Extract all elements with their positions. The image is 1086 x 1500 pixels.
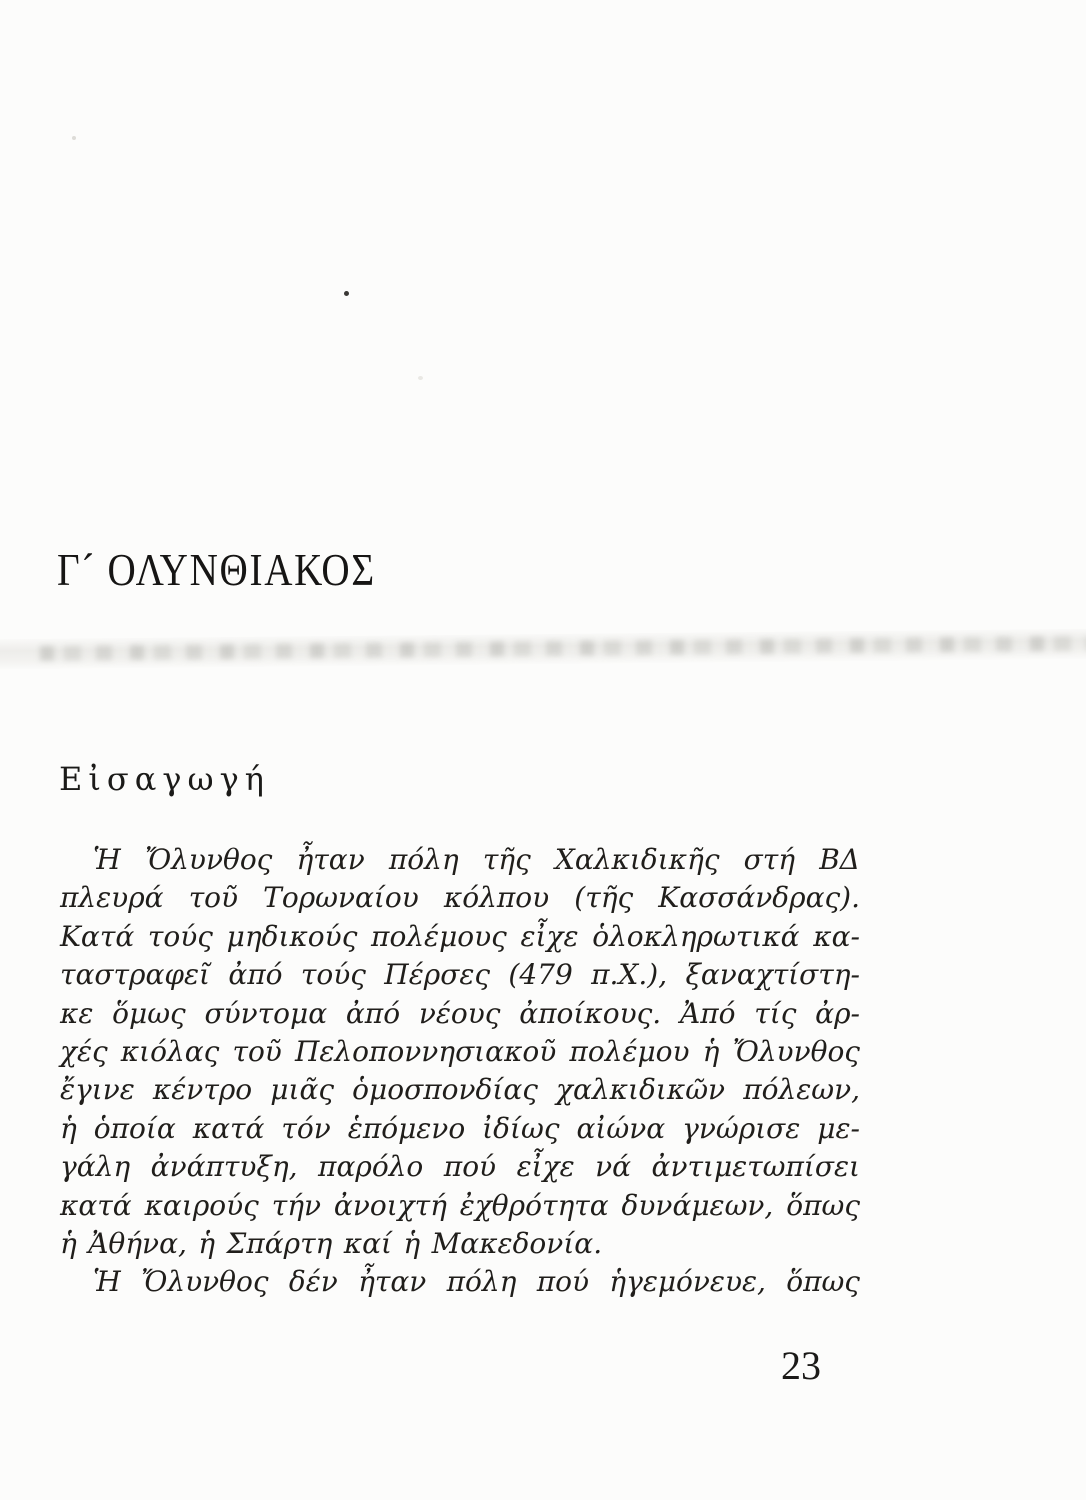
body-text-line: ταστραφεῖ ἀπό τούς Πέρσες (479 π.Χ.), ξαναχτίστη- (60, 958, 860, 992)
body-text-line: Κατά τούς μηδικούς πολέμους εἶχε ὁλοκληρωτικά κα- (60, 919, 860, 953)
body-text-line: κατά καιρούς τήν ἀνοιχτή ἐχθρότητα δυνάμεων, ὅπως (60, 1188, 860, 1222)
scan-artifact-dot (72, 136, 76, 140)
body-text-line: γάλη ἀνάπτυξη, παρόλο πού εἶχε νά ἀντιμετωπίσει (60, 1150, 860, 1184)
body-text-line: κε ὅμως σύντομα ἀπό νέους ἀποίκους. Ἀπό τίς ἀρ- (60, 996, 860, 1030)
scan-artifact-dot (418, 376, 423, 380)
show-through-smudge-band (0, 629, 1086, 670)
body-text-line: χές κιόλας τοῦ Πελοποννησιακοῦ πολέμου ἡ Ὄλυνθος (60, 1034, 860, 1068)
body-text-line: ἡ ὁποία κατά τόν ἑπόμενο ἰδίως αἰώνα γνώρισε με- (60, 1111, 860, 1145)
page-number: 23 (781, 1343, 821, 1388)
chapter-title: Γ´ ΟΛΥΝΘΙΑΚΟΣ (57, 544, 376, 595)
body-text-line: ἔγινε κέντρο μιᾶς ὁμοσπονδίας χαλκιδικῶν πόλεων, (60, 1073, 860, 1107)
section-heading: Εἰσαγωγή (59, 760, 270, 798)
body-text-line: Ἡ Ὄλυνθος δέν ἦταν πόλη πού ἡγεμόνευε, ὅπως (93, 1265, 860, 1299)
body-text-line: ἡ Ἀθήνα, ἡ Σπάρτη καί ἡ Μακεδονία. (60, 1226, 603, 1260)
body-text-line: πλευρά τοῦ Τορωναίου κόλπου (τῆς Κασσάνδρας). (60, 881, 860, 915)
scan-artifact-dot (344, 291, 349, 296)
show-through-mirrored-text (40, 636, 1086, 661)
body-text-line: Ἡ Ὄλυνθος ἦταν πόλη τῆς Χαλκιδικῆς στή ΒΔ (93, 843, 860, 876)
body-text-block (60, 841, 860, 1302)
